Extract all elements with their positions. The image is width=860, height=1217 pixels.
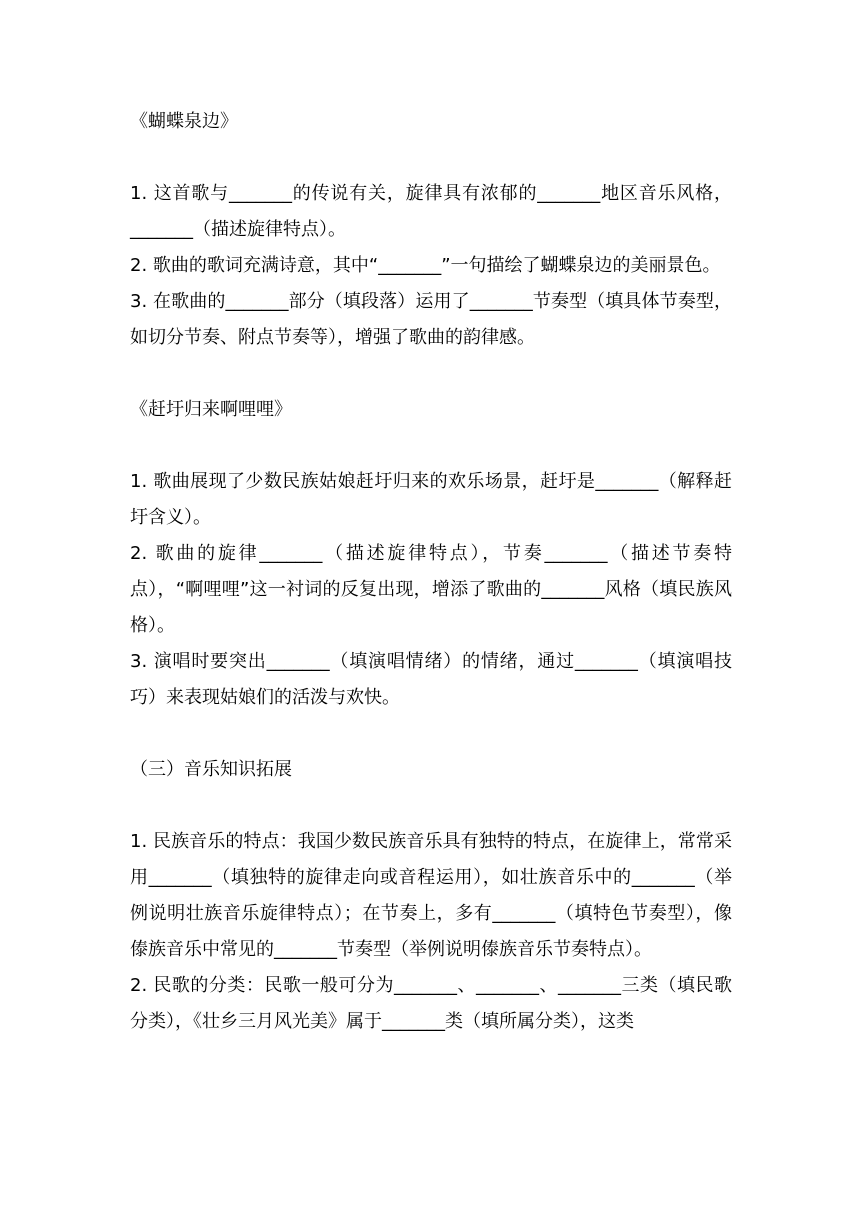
question-item: 2. 歌曲的旋律_______（描述旋律特点），节奏_______（描述节奏特点），“啊哩哩”这一衬词的反复出现，增添了歌曲的_______风格（填民族风格）。	[130, 543, 732, 636]
question-item: 3. 在歌曲的_______部分（填段落）运用了_______节奏型（填具体节奏型，如切分节奏、附点节奏等），增强了歌曲的韵律感。	[130, 291, 732, 348]
question-item: 1. 民族音乐的特点：我国少数民族音乐具有独特的特点，在旋律上，常常采用_______（填独特的旋律走向或音程运用），如壮族音乐中的_______（举例说明壮族音乐旋律特点）；在节奏上，多有_______（填特色节奏型），像傣族音乐中常见的_______节奏型（举例说明傣族音乐节奏特点）。	[130, 831, 732, 960]
document-content	[130, 104, 732, 1040]
question-item: 3. 演唱时要突出_______（填演唱情绪）的情绪，通过_______（填演唱技巧）来表现姑娘们的活泼与欢快。	[130, 651, 732, 708]
section-music-knowledge	[130, 752, 732, 1040]
section-market-return	[130, 392, 732, 752]
section-title: 《赶圩归来啊哩哩》	[130, 399, 292, 420]
section-title: （三）音乐知识拓展	[130, 759, 292, 780]
question-item: 2. 歌曲的歌词充满诗意，其中“_______”一句描绘了蝴蝶泉边的美丽景色。	[130, 255, 721, 276]
section-title: 《蝴蝶泉边》	[130, 111, 238, 132]
question-item: 1. 歌曲展现了少数民族姑娘赶圩归来的欢乐场景，赶圩是_______（解释赶圩含义）。	[130, 471, 732, 528]
question-item: 1. 这首歌与_______的传说有关，旋律具有浓郁的_______地区音乐风格，_______（描述旋律特点）。	[130, 183, 732, 240]
section-butterfly-spring	[130, 104, 732, 392]
question-item: 2. 民歌的分类：民歌一般可分为_______、_______、_______三类（填民歌分类），《壮乡三月风光美》属于_______类（填所属分类），这类	[130, 975, 732, 1032]
